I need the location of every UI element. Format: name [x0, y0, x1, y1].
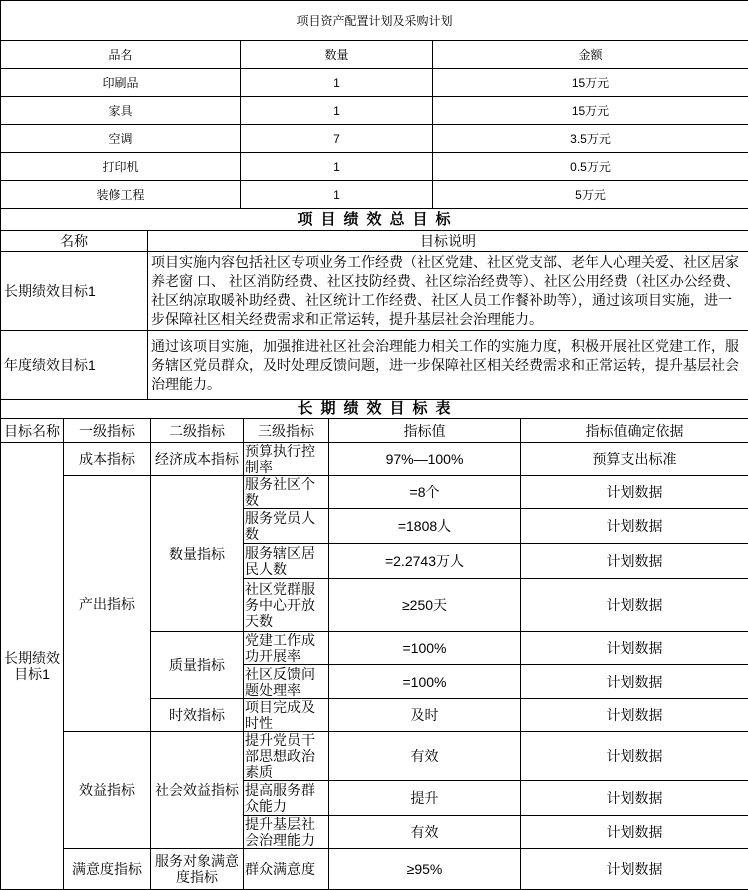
level1-indicator-cell: 成本指标 [64, 443, 151, 476]
indicator-value-cell: =2.2743万人 [329, 544, 521, 579]
product-name-cell: 装修工程 [1, 181, 241, 209]
level3-indicator-cell: 社区反馈问题处理率 [244, 665, 329, 699]
indicator-value-cell: =100% [329, 665, 521, 699]
indicator-value-cell: =100% [329, 632, 521, 665]
level3-indicator-cell: 提升党员干部思想政治素质 [244, 732, 329, 781]
level3-indicator-cell: 服务党员人数 [244, 509, 329, 544]
quantity-cell: 1 [241, 153, 433, 181]
indicator-value-cell: 97%—100% [329, 443, 521, 476]
amount-cell: 0.5万元 [433, 153, 748, 181]
product-name-cell: 打印机 [1, 153, 241, 181]
col-header-goal-name: 目标名称 [1, 419, 64, 443]
col-header-indicator-value: 指标值 [329, 419, 521, 443]
basis-cell: 计划数据 [521, 632, 748, 665]
table-row [1, 181, 748, 209]
table-row [1, 209, 748, 231]
level2-indicator-cell: 服务对象满意度指标 [151, 849, 244, 890]
indicator-value-cell: 有效 [329, 816, 521, 849]
basis-cell: 计划数据 [521, 579, 748, 632]
basis-cell: 预算支出标准 [521, 443, 748, 476]
longterm-goal-table [0, 399, 748, 890]
product-name-cell: 印刷品 [1, 69, 241, 97]
table-row [1, 732, 748, 781]
basis-cell: 计划数据 [521, 544, 748, 579]
goal-name-cell: 长期绩效目标1 [1, 443, 64, 890]
basis-cell: 计划数据 [521, 816, 748, 849]
indicator-value-cell: ≥95% [329, 849, 521, 890]
quantity-cell: 1 [241, 69, 433, 97]
indicator-value-cell: 有效 [329, 732, 521, 781]
product-name-cell: 空调 [1, 125, 241, 153]
overall-goal-table [0, 208, 748, 400]
level1-indicator-cell: 效益指标 [64, 732, 151, 849]
table-row [1, 125, 748, 153]
col-header-goal-description: 目标说明 [148, 231, 748, 252]
level3-indicator-cell: 群众满意度 [244, 849, 329, 890]
basis-cell: 计划数据 [521, 781, 748, 816]
document-title: 项目资产配置计划及采购计划 [1, 1, 748, 41]
table-row [1, 153, 748, 181]
col-header-name: 名称 [1, 231, 148, 252]
basis-cell: 计划数据 [521, 699, 748, 732]
level2-indicator-cell: 经济成本指标 [151, 443, 244, 476]
basis-cell: 计划数据 [521, 509, 748, 544]
level2-indicator-cell: 社会效益指标 [151, 732, 244, 849]
goal-description-cell: 项目实施内容包括社区专项业务工作经费（社区党建、社区党支部、老年人心理关爱、社区居家养老窗 口、 社区消防经费、社区技防经费、社区综治经费等）、社区公用经费（社区办公经费、社区纳凉取暖补助经费、社区统计工作经费、社区人员工作餐补助等），通过该项目实施，进一步保障社区相关经费需求和正常运转，提升基层社会治理能力。 [148, 252, 748, 331]
level1-indicator-cell: 产出指标 [64, 476, 151, 732]
col-header-level2: 二级指标 [151, 419, 244, 443]
table-row [1, 331, 748, 400]
basis-cell: 计划数据 [521, 732, 748, 781]
quantity-cell: 7 [241, 125, 433, 153]
table-row [1, 252, 748, 331]
indicator-value-cell: 提升 [329, 781, 521, 816]
level3-indicator-cell: 预算执行控制率 [244, 443, 329, 476]
level2-indicator-cell: 质量指标 [151, 632, 244, 699]
level3-indicator-cell: 项目完成及时性 [244, 699, 329, 732]
goal-description-cell: 通过该项目实施，加强推进社区社会治理能力相关工作的实施力度，积极开展社区党建工作，服务辖区党员群众，及时处理反馈问题，进一步保障社区相关经费需求和正常运转，提升基层社会治理能力。 [148, 331, 748, 400]
col-header-level3: 三级指标 [244, 419, 329, 443]
col-header-level1: 一级指标 [64, 419, 151, 443]
level3-indicator-cell: 党建工作成功开展率 [244, 632, 329, 665]
table-row [1, 1, 748, 41]
table-row [1, 97, 748, 125]
table-row [1, 41, 748, 69]
table-row [1, 443, 748, 476]
basis-cell: 计划数据 [521, 849, 748, 890]
table-row [1, 419, 748, 443]
col-header-quantity: 数量 [241, 41, 433, 69]
level3-indicator-cell: 提高服务群众能力 [244, 781, 329, 816]
table-row [1, 400, 748, 419]
procurement-table [0, 0, 748, 209]
section-title-longterm: 长期绩效目标表 [1, 400, 748, 419]
amount-cell: 3.5万元 [433, 125, 748, 153]
level2-indicator-cell: 时效指标 [151, 699, 244, 732]
level3-indicator-cell: 提升基层社会治理能力 [244, 816, 329, 849]
table-row [1, 69, 748, 97]
basis-cell: 计划数据 [521, 665, 748, 699]
level2-indicator-cell: 数量指标 [151, 476, 244, 632]
goal-name-cell: 长期绩效目标1 [1, 252, 148, 331]
level3-indicator-cell: 服务社区个数 [244, 476, 329, 509]
goal-name-cell: 年度绩效目标1 [1, 331, 148, 400]
indicator-value-cell: =1808人 [329, 509, 521, 544]
quantity-cell: 1 [241, 97, 433, 125]
table-row [1, 231, 748, 252]
indicator-value-cell: 及时 [329, 699, 521, 732]
indicator-value-cell: ≥250天 [329, 579, 521, 632]
basis-cell: 计划数据 [521, 476, 748, 509]
table-row [1, 849, 748, 890]
col-header-amount: 金额 [433, 41, 748, 69]
amount-cell: 15万元 [433, 97, 748, 125]
indicator-value-cell: =8个 [329, 476, 521, 509]
amount-cell: 5万元 [433, 181, 748, 209]
col-header-basis: 指标值确定依据 [521, 419, 748, 443]
table-row [1, 476, 748, 509]
product-name-cell: 家具 [1, 97, 241, 125]
level3-indicator-cell: 社区党群服务中心开放天数 [244, 579, 329, 632]
quantity-cell: 1 [241, 181, 433, 209]
col-header-product: 品名 [1, 41, 241, 69]
section-title-overall-goal: 项目绩效总目标 [1, 209, 748, 231]
level3-indicator-cell: 服务辖区居民人数 [244, 544, 329, 579]
level1-indicator-cell: 满意度指标 [64, 849, 151, 890]
amount-cell: 15万元 [433, 69, 748, 97]
